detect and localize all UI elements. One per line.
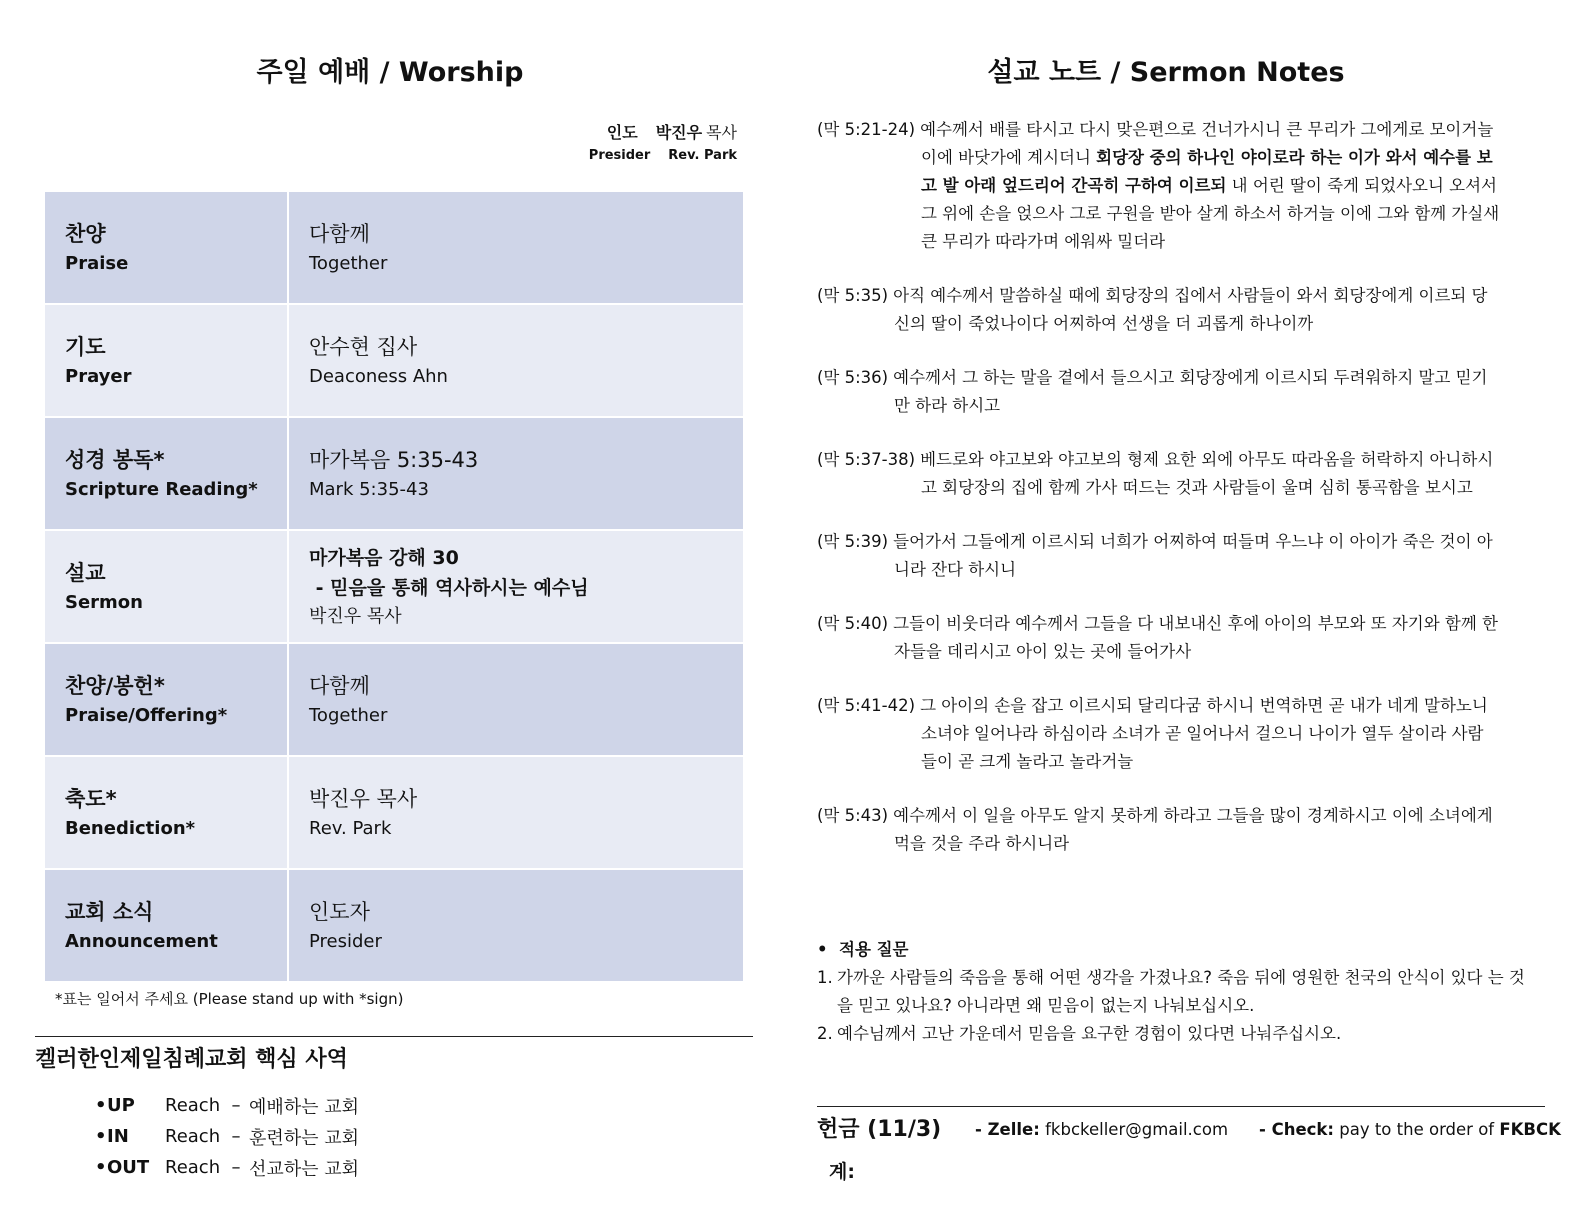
- list-item: [95, 1121, 359, 1152]
- order-value-en: Rev. Park: [309, 817, 392, 839]
- bullet-icon: •: [95, 1095, 107, 1116]
- order-label-cell: [45, 870, 289, 981]
- presider-label-ko: 인도: [606, 123, 638, 142]
- order-row-scripture: [45, 418, 743, 531]
- zelle-label: - Zelle:: [975, 1120, 1040, 1139]
- order-label-ko: 축도*: [65, 786, 117, 811]
- presider-english: [571, 148, 737, 163]
- check-payee: FKBCK: [1499, 1120, 1561, 1139]
- worship-title: 주일 예배 / Worship: [256, 57, 524, 88]
- verse-line: 만 하라 하시고: [894, 396, 1001, 415]
- order-label-cell: [45, 644, 289, 755]
- order-value-ko: 다함께: [309, 673, 370, 698]
- sermon-notes-title: 설교 노트 / Sermon Notes: [987, 57, 1345, 88]
- verse-emphasis: 고 발 아래 엎드리어 간곡히 구하여 이르되: [921, 176, 1227, 195]
- order-value-ko: 안수현 집사: [309, 334, 418, 359]
- order-label-cell: [45, 531, 289, 642]
- verse-line: 그 아이의 손을 잡고 이르시되 달리다굼 하시니 번역하면 곧 내가 네게 말하노니: [920, 696, 1488, 715]
- order-value-ko: 마가복음 5:35-43: [309, 447, 479, 472]
- order-value-en: Deaconess Ahn: [309, 365, 448, 387]
- order-label-cell: [45, 305, 289, 416]
- verse-ref: (막 5:21-24): [817, 120, 916, 139]
- questions-heading-text: 적용 질문: [839, 940, 909, 959]
- verse-line: 그 위에 손을 얹으사 그로 구원을 받아 살게 하소서 하거늘 이에 그와 함께 가실새: [921, 204, 1500, 223]
- order-label-ko: 찬양: [65, 221, 106, 246]
- order-row-offering: [45, 644, 743, 757]
- verse-block: [817, 446, 1529, 502]
- zelle-email: fkbckeller@gmail.com: [1039, 1120, 1229, 1139]
- order-row-prayer: [45, 305, 743, 418]
- list-item: [95, 1090, 359, 1121]
- divider: [35, 1036, 753, 1037]
- verse-line: 큰 무리가 따라가며 에워싸 밀더라: [921, 232, 1166, 251]
- order-label-en: Benediction*: [65, 817, 196, 839]
- order-label-ko: 설교: [65, 560, 106, 585]
- bullet-icon: •: [817, 940, 828, 959]
- presider-korean: [589, 120, 737, 143]
- sermon-notes-page: [792, 0, 1584, 1224]
- order-value-cell: [289, 757, 743, 868]
- zelle-info: [975, 1120, 1228, 1139]
- presider-name-en: Rev. Park: [668, 148, 737, 163]
- verse-line: [817, 172, 1529, 200]
- verse-block: [817, 528, 1529, 584]
- order-row-benediction: [45, 757, 743, 870]
- stand-up-note: *표는 일어서 주세요 (Please stand up with *sign): [55, 990, 404, 1008]
- verse-block: [817, 802, 1529, 858]
- check-text: pay to the order of: [1334, 1120, 1500, 1139]
- order-value-ko: 인도자: [309, 899, 370, 924]
- questions-heading: [817, 936, 1529, 964]
- ministry-list: [95, 1090, 359, 1183]
- order-label-cell: [45, 192, 289, 303]
- order-label-en: Praise/Offering*: [65, 704, 228, 726]
- order-label-en: Praise: [65, 252, 129, 274]
- divider: [817, 1106, 1545, 1107]
- verse-block: [817, 610, 1529, 666]
- verse-block: [817, 116, 1529, 256]
- verse-ref: (막 5:41-42): [817, 696, 916, 715]
- verse-line: 그들이 비웃더라 예수께서 그들을 다 내보내신 후에 아이의 부모와 또 자기와 함께 한: [893, 614, 1498, 633]
- verse-text: 내 어린 딸이 죽게 되었사오니 오셔서: [1226, 176, 1497, 195]
- order-value-cell: [289, 644, 743, 755]
- order-of-worship-table: [45, 192, 743, 983]
- order-label-ko: 성경 봉독*: [65, 447, 165, 472]
- verse-line: 소녀야 일어나라 하심이라 소녀가 곧 일어나서 걸으니 나이가 열두 살이라 사람: [921, 724, 1484, 743]
- order-value-cell: [289, 305, 743, 416]
- sermon-subtitle: - 믿음을 통해 역사하시는 예수님: [309, 576, 589, 599]
- verse-ref: (막 5:37-38): [817, 450, 916, 469]
- order-label-en: Prayer: [65, 365, 132, 387]
- order-value-cell: [289, 418, 743, 529]
- verse-emphasis: 회당장 중의 하나인 야이로라 하는 이가 와서 예수를 보: [1096, 148, 1493, 167]
- order-label-en: Sermon: [65, 591, 143, 613]
- verse-line: 아직 예수께서 말씀하실 때에 회당장의 집에서 사람들이 와서 회당장에게 이르되 당: [893, 286, 1488, 305]
- check-label: - Check:: [1259, 1120, 1334, 1139]
- order-value-cell: [289, 192, 743, 303]
- sermon-title: 마가복음 강해 30: [309, 546, 459, 569]
- offering-total-label: 계:: [829, 1161, 855, 1183]
- presider-name-ko: 박진우: [655, 123, 703, 142]
- list-item: [95, 1152, 359, 1183]
- ministry-title: 켈러한인제일침례교회 핵심 사역: [35, 1047, 348, 1072]
- offering-title: 헌금 (11/3): [817, 1117, 942, 1142]
- verse-text: 이에 바닷가에 계시더니: [921, 148, 1097, 167]
- verse-block: [817, 364, 1529, 420]
- verse-line: 베드로와 야고보와 야고보의 형제 요한 외에 아무도 따라옴을 허락하지 아니하시: [920, 450, 1494, 469]
- ministry-key: IN: [107, 1126, 129, 1147]
- ministry-reach: Reach: [165, 1157, 221, 1178]
- ministry-key: UP: [107, 1095, 135, 1116]
- ministry-desc: 예배하는 교회: [249, 1096, 360, 1118]
- verse-ref: (막 5:43): [817, 806, 889, 825]
- verse-line: 자들을 데리시고 아이 있는 곳에 들어가사: [894, 642, 1192, 661]
- order-label-ko: 찬양/봉헌*: [65, 673, 165, 698]
- ministry-reach: Reach: [165, 1095, 221, 1116]
- order-value-en: Mark 5:35-43: [309, 478, 429, 500]
- verse-line: 예수께서 이 일을 아무도 알지 못하게 하라고 그들을 많이 경계하시고 이에 소녀에게: [893, 806, 1493, 825]
- verse-line: 신의 딸이 죽었나이다 어찌하여 선생을 더 괴롭게 하나이까: [894, 314, 1314, 333]
- order-label-ko: 교회 소식: [65, 899, 154, 924]
- verse-ref: (막 5:39): [817, 532, 889, 551]
- order-label-en: Announcement: [65, 930, 218, 952]
- verse-block: [817, 282, 1529, 338]
- list-item: [817, 964, 1529, 1020]
- list-item: [817, 1020, 1529, 1048]
- order-value-ko: 다함께: [309, 221, 370, 246]
- order-label-en: Scripture Reading*: [65, 478, 258, 500]
- ministry-key: OUT: [107, 1157, 150, 1178]
- presider-title-ko: 목사: [706, 123, 737, 142]
- ministry-dash: –: [231, 1126, 241, 1147]
- order-value-cell: [289, 870, 743, 981]
- verse-block: [817, 692, 1529, 776]
- order-label-ko: 기도: [65, 334, 106, 359]
- verse-ref: (막 5:40): [817, 614, 889, 633]
- verse-line: [817, 144, 1529, 172]
- question-number: 2.: [817, 1024, 833, 1043]
- verse-line: 예수께서 그 하는 말을 곁에서 들으시고 회당장에게 이르시되 두려워하지 말고 믿기: [893, 368, 1488, 387]
- question-text: 예수님께서 고난 가운데서 믿음을 요구한 경험이 있다면 나눠주십시오.: [837, 1024, 1342, 1043]
- verse-line: 들이 곧 크게 놀라고 놀라거늘: [921, 752, 1134, 771]
- order-row-praise: [45, 192, 743, 305]
- ministry-desc: 선교하는 교회: [249, 1158, 360, 1180]
- order-label-cell: [45, 757, 289, 868]
- question-text: 가까운 사람들의 죽음을 통해 어떤 생각을 가졌나요? 죽음 뒤에 영원한 천국의 안식이 있다 는 것을 믿고 있나요? 아니라면 왜 믿음이 없는지 나눠보십시오.: [837, 968, 1525, 1015]
- ministry-desc: 훈련하는 교회: [249, 1127, 360, 1149]
- ministry-reach: Reach: [165, 1126, 221, 1147]
- bullet-icon: •: [95, 1157, 107, 1178]
- application-questions: [817, 936, 1529, 1048]
- verse-line: 들어가서 그들에게 이르시되 너희가 어찌하여 떠들며 우느냐 이 아이가 죽은 것이 아: [893, 532, 1493, 551]
- question-number: 1.: [817, 968, 833, 987]
- verse-line: 먹을 것을 주라 하시니라: [894, 834, 1070, 853]
- verse-line: 니라 잔다 하시니: [894, 560, 1017, 579]
- order-value-en: Together: [309, 252, 388, 274]
- presider-label-en: Presider: [588, 148, 651, 163]
- check-info: [1259, 1120, 1561, 1139]
- ministry-dash: –: [231, 1157, 241, 1178]
- sermon-preacher: 박진우 목사: [309, 605, 402, 627]
- order-value-en: Presider: [309, 930, 382, 952]
- order-value-cell: [289, 531, 743, 642]
- verse-line: 예수께서 배를 타시고 다시 맞은편으로 건너가시니 큰 무리가 그에게로 모이거늘: [920, 120, 1494, 139]
- verse-ref: (막 5:36): [817, 368, 889, 387]
- verse-ref: (막 5:35): [817, 286, 889, 305]
- ministry-dash: –: [231, 1095, 241, 1116]
- order-value-en: Together: [309, 704, 388, 726]
- bullet-icon: •: [95, 1126, 107, 1147]
- order-row-announcement: [45, 870, 743, 983]
- order-value-ko: 박진우 목사: [309, 786, 418, 811]
- order-label-cell: [45, 418, 289, 529]
- verse-line: 고 회당장의 집에 함께 가사 떠드는 것과 사람들이 울며 심히 통곡함을 보시고: [921, 478, 1473, 497]
- order-row-sermon: [45, 531, 743, 644]
